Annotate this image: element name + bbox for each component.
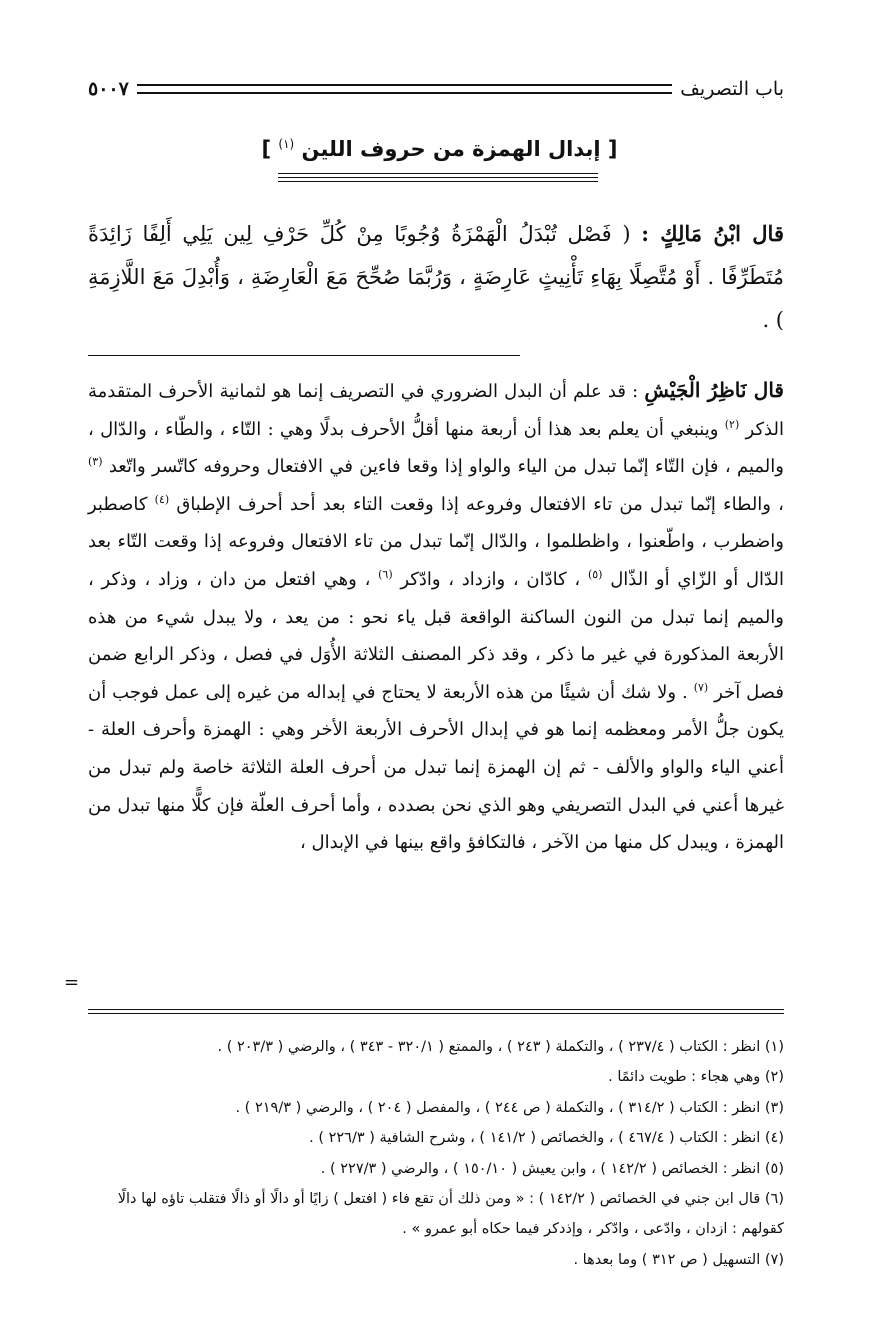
footnote-ref: (١) <box>278 137 295 151</box>
footnote: (٦) قال ابن جني في الخصائص ( ١٤٢/٢ ) : « ومن ذلك أن تقع فاء ( افتعل ) زايًا أو دالًا أو ذالًا فتقلب تاؤه لها دالًا كقولهم : ازدان ، وادّعى ، وادّكر ، وإذدكر فيما حكاه أبو عمرو » . <box>117 1191 784 1238</box>
footnote: (٥) انظر : الخصائص ( ١٤٢/٢ ) ، وابن يعيش ( ١٥٠/١٠ ) ، والرضي ( ٢٢٧/٣ ) . <box>320 1160 784 1177</box>
commentary-text: ، والطاء إنّما تبدل من تاء الافتعال وفروعه إذا وقعت التاء بعد أحد أحرف الإطباق <box>176 493 784 515</box>
footnotes <box>88 1032 784 1275</box>
commentary-text: . ولا شك أن شيئًا من هذه الأربعة لا يحتاج في إبداله من غيره إلى عمل فوجب أن يكون جلُّ الأمر ومعظمه إنما هو في إبدال الأحرف الأربعة الأخر وهي : الهمزة وأحرف العلة - أعني الياء والواو والألف - ثم إن الهمزة إنما تبدل من أحرف العلة الثلاثة خاصة ولم تبدل من غيرها أعني في البدل التصريفي وهو الذي نحن بصدده ، وأما أحرف العلّة فإن كلًّا منها تبدل من الهمزة ، ويبدل كل منها من الآخر ، فالتكافؤ واقع بينها في الإبدال ، <box>88 681 784 854</box>
continuation-mark: = <box>64 972 80 993</box>
matn-divider <box>88 355 520 356</box>
commentary-text: : قد علم أن البدل الضروري في التصريف إنما هو لثمانية الأحرف المتقدمة الذكر <box>88 381 784 440</box>
footnote: (١) انظر : الكتاب ( ٢٣٧/٤ ) ، والتكملة ( ٢٤٣ ) ، والممتع ( ٣٢٠/١ - ٣٤٣ ) ، والرضي ( ٢٠٣/٣ ) . <box>217 1039 784 1055</box>
footnote-ref: (٤) <box>154 492 170 506</box>
matn-quote <box>88 212 784 342</box>
footnote-separator <box>88 1009 784 1017</box>
footnote-ref: (٣) <box>88 455 103 469</box>
footnote-ref: (٢) <box>724 417 740 431</box>
footnote: (٢) وهي هجاء : طويت دائمًا . <box>608 1069 784 1086</box>
commentary-speaker: قال نَاظِرُ الْجَيْشِ <box>644 378 784 402</box>
footnote-ref: (٦) <box>378 567 393 581</box>
running-header <box>88 74 784 104</box>
commentary-text: كاصطبر واضطرب ، واطّعنوا ، واظطلموا ، والدّال إنّما تبدل من تاء الافتعال وفروعه إذا وقعت التّاء بعد الدّال أو الزّاي أو الذّال <box>88 493 784 590</box>
matn-text: ( فَصْل تُبْدَلُ الْهَمْزَةُ وُجُوبًا مِنْ كُلِّ حَرْفِ لِين يَلِي أَلِفًا زَائِدَةً مُتَطَرِّفًا . أَوْ مُتَّصِلًا بِهَاءِ تَأْنِيثٍ عَارِضَةٍ ، وَرُبَّمَا صُحِّحَ مَعَ الْعَارِضَةِ ، وَأُبْدِلَ مَعَ اللَّازِمَةِ ) . <box>88 222 784 332</box>
commentary-text: وينبغي أن يعلم بعد هذا أن أربعة منها أقلُّ الأحرف بدلًا وهي : التّاء ، والطّاء ، والدّال ، والميم ، فإن التّاء إنّما تبدل من الياء والواو إذا وقعا فاءين في الافتعال وحروفه كاتّسر واتّعد <box>88 418 784 478</box>
footnote-ref: (٧) <box>693 680 709 694</box>
commentary-text: ، كادّان ، وازداد ، وادّكر <box>400 568 581 590</box>
section-title-text: [ إبدال الهمزة من حروف اللين <box>301 137 618 161</box>
commentary-text: ، وهي افتعل من دان ، وزاد ، وذكر ، والميم إنما تبدل من النون الساكنة الواقعة قبل ياء نحو : من يعد ، ولا يبدل شيء من هذه الأربعة المذكورة في غير ما ذكر ، وقد ذكر المصنف الثلاثة الأُوَل في فصل ، وذكر الرابع ضمن فصل آخر <box>88 568 784 703</box>
footnote: (٧) التسهيل ( ص ٣١٢ ) وما بعدها . <box>573 1251 784 1268</box>
section-title <box>0 137 879 161</box>
footnote: (٣) انظر : الكتاب ( ٣١٤/٢ ) ، والتكملة ( ص ٢٤٤ ) ، والمفصل ( ٢٠٤ ) ، والرضي ( ٢١٩/٣ ) . <box>235 1099 784 1116</box>
footnote: (٤) انظر : الكتاب ( ٤٦٧/٤ ) ، والخصائص ( ١٤١/٢ ) ، وشرح الشافية ( ٢٢٦/٣ ) . <box>309 1130 784 1147</box>
title-underline <box>278 173 598 185</box>
footnote-ref: (٥) <box>587 567 603 581</box>
section-title-bracket: ] <box>261 137 272 161</box>
page-number: ٥٠٠٧ <box>88 78 129 100</box>
commentary <box>88 372 784 862</box>
header-rule <box>137 84 672 94</box>
chapter-title: باب التصريف <box>680 78 784 100</box>
matn-speaker: قال ابْنُ مَالِكٍ : <box>641 221 784 246</box>
